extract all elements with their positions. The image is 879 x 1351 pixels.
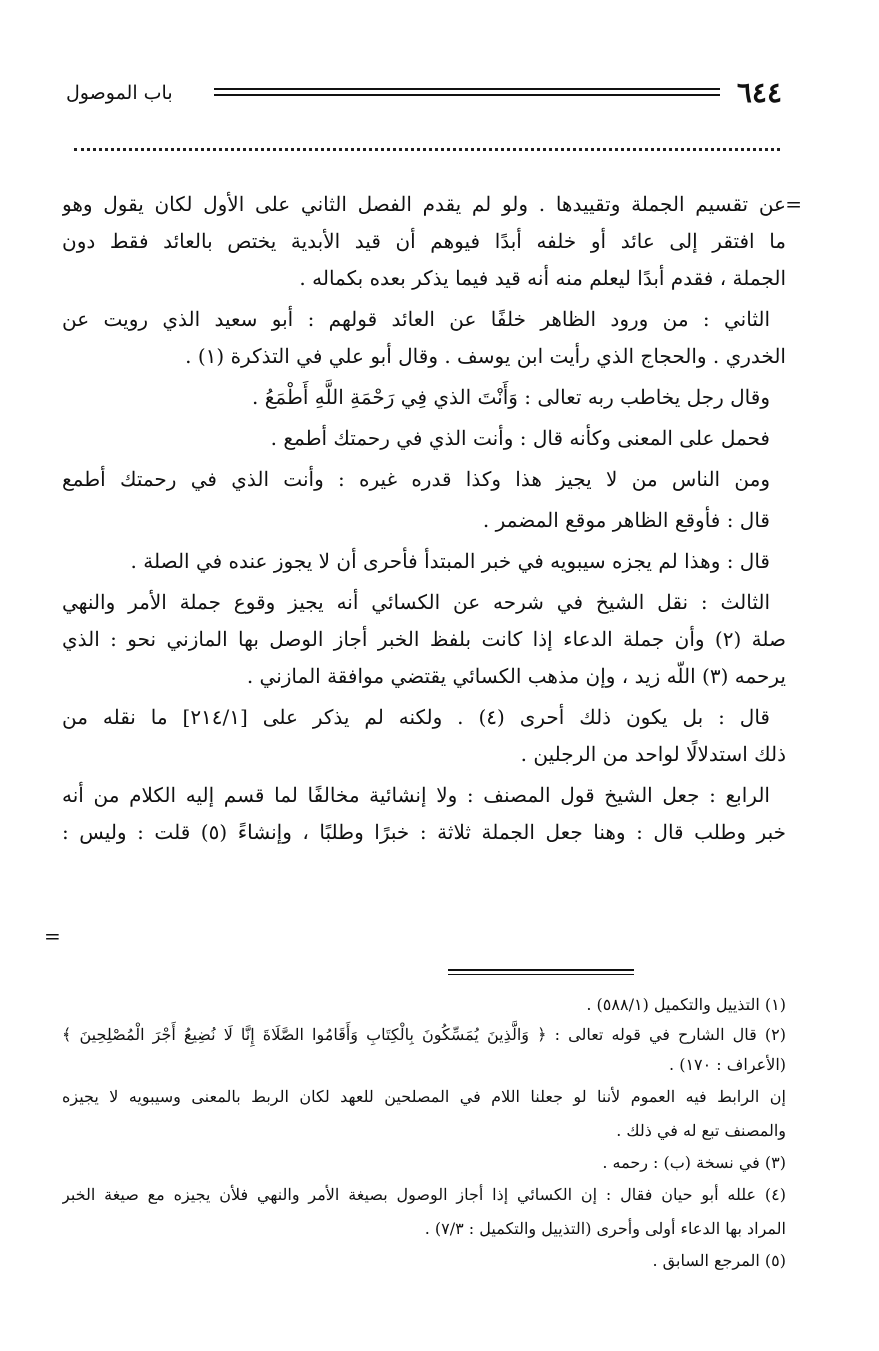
text-line: صلة (٢) وأن جملة الدعاء إذا كانت بلفظ الخبر أجاز الوصل بها المازني نحو : الذي: [62, 627, 786, 651]
text-line: قال : وهذا لم يجزه سيبويه في خبر المبتدأ فأحرى أن لا يجوز عنده في الصلة .: [130, 549, 770, 573]
header-rule: [214, 88, 720, 90]
chapter-title: باب الموصول: [66, 82, 173, 104]
main-text: [44, 186, 802, 948]
footnote-line: (٣) في نسخة (ب) : رحمه .: [602, 1153, 786, 1172]
text-line: وقال رجل يخاطب ربه تعالى : وَأَنْتَ الذي فِي رَحْمَةِ اللَّهِ أَطْمَعُ .: [252, 385, 770, 409]
text-line: ومن الناس من لا يجيز هذا وكذا قدره غيره : وأنت الذي في رحمتك أطمع: [62, 467, 770, 491]
continuation-mark-start: =: [785, 192, 802, 216]
text-line: الثالث : نقل الشيخ في شرحه عن الكسائي أنه يجيز وقوع جملة الأمر والنهي: [62, 590, 770, 614]
footnote-line: (الأعراف : ١٧٠) .: [669, 1055, 786, 1074]
text-line: قال : فأوقع الظاهر موقع المضمر .: [482, 508, 770, 532]
text-line: ذلك استدلالًا لواحد من الرجلين .: [520, 742, 786, 766]
text-line: قال : بل يكون ذلك أحرى (٤) . ولكنه لم يذكر على [٢١٤/١] ما نقله من: [62, 705, 770, 729]
footnote-line: (٥) المرجع السابق .: [652, 1251, 786, 1270]
footnote-separator: [448, 969, 634, 971]
footnote-line: والمصنف تبع له في ذلك .: [616, 1121, 786, 1140]
page-number: ٦٤٤: [736, 76, 782, 109]
header-rule-double: [214, 94, 720, 96]
continuation-mark-end: =: [44, 924, 61, 948]
text-line: الخدري . والحجاج الذي رأيت ابن يوسف . وقال أبو علي في التذكرة (١) .: [185, 344, 786, 368]
footnote-line: (١) التذييل والتكميل (٥٨٨/١) .: [586, 995, 786, 1014]
footnote-line: (٤) علله أبو حيان فقال : إن الكسائي إذا أجاز الوصول بصيغة الأمر والنهي فلأن يجيزه مع صيغة الخبر: [62, 1185, 786, 1204]
footnote-line: (٢) قال الشارح في قوله تعالى : ﴿ وَالَّذِينَ يُمَسِّكُونَ بِالْكِتَابِ وَأَقَامُوا الصَّلَاةَ إِنَّا لَا نُضِيعُ أَجْرَ الْمُصْلِحِينَ ﴾: [62, 1025, 786, 1044]
text-line: ما افتقر إلى عائد أو خلفه أبدًا فيوهم أن قيد الأبدية يختص بالعائد فقط دون: [62, 229, 786, 253]
text-line: الثاني : من ورود الظاهر خلفًا عن العائد قولهم : أبو سعيد الذي رويت عن: [62, 307, 770, 331]
text-line: الجملة ، فقدم أبدًا ليعلم منه أنه قيد فيما يذكر بعده بكماله .: [299, 266, 786, 290]
text-line: خبر وطلب قال : وهنا جعل الجملة ثلاثة : خبرًا وطلبًا ، وإنشاءً (٥) قلت : وليس :: [62, 820, 786, 844]
text-line: عن تقسيم الجملة وتقييدها . ولو لم يقدم الفصل الثاني على الأول لكان يقول وهو: [62, 192, 786, 216]
footnote-line: المراد بها الدعاء أولى وأحرى (التذييل والتكميل : ٧/٣) .: [424, 1219, 786, 1238]
footnotes: [62, 990, 786, 1276]
dotted-separator: [74, 148, 780, 161]
footnote-line: إن الرابط فيه العموم لأننا لو جعلنا اللام في المصلحين للعهد لكان الربط بالمعنى وسيبويه لا يجيزه: [62, 1087, 786, 1106]
text-line: فحمل على المعنى وكأنه قال : وأنت الذي في رحمتك أطمع .: [270, 426, 770, 450]
text-line: يرحمه (٣) اللّه زيد ، وإن مذهب الكسائي يقتضي موافقة المازني .: [246, 664, 786, 688]
page-header: [66, 76, 782, 110]
text-line: الرابع : جعل الشيخ قول المصنف : ولا إنشائية مخالفًا لما قسم إليه الكلام من أنه: [62, 783, 770, 807]
footnote-separator-double: [448, 974, 634, 975]
